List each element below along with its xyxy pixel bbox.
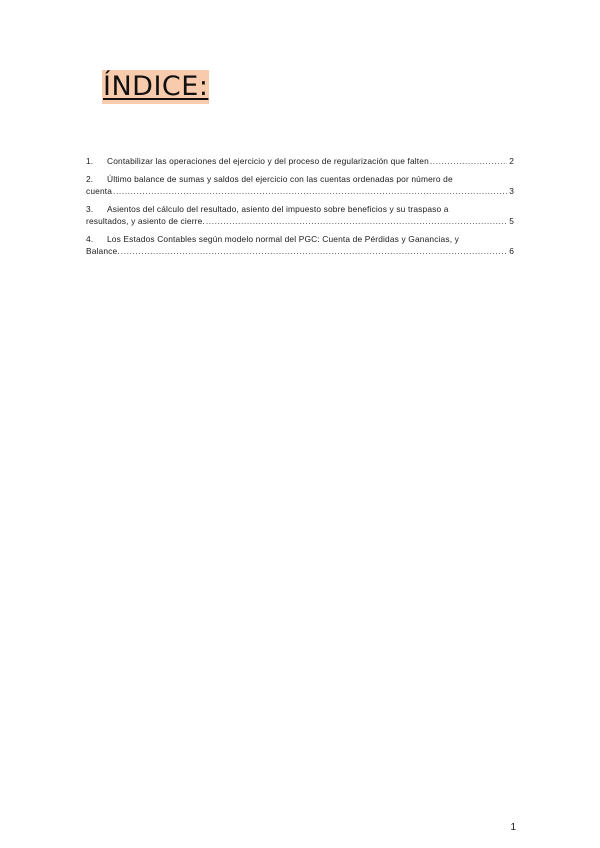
toc-entry-title: Asientos del cálculo del resultado, asiento del impuesto sobre beneficios y su traspaso a: [107, 204, 449, 214]
toc-entry-page: 6: [509, 246, 514, 256]
toc-entry-3[interactable]: [86, 203, 514, 227]
toc-entry-line: [86, 155, 514, 167]
toc-entry-line: [86, 173, 514, 185]
toc-entry-line: [86, 245, 514, 257]
toc-entry-title-continued: resultados, y asiento de cierre.: [86, 216, 205, 226]
toc-leader-dots: [121, 245, 507, 257]
toc-entry-title: Último balance de sumas y saldos del ejercicio con las cuentas ordenadas por número de: [107, 174, 453, 184]
toc-entry-title: Contabilizar las operaciones del ejercicio y del proceso de regularización que falten: [107, 156, 429, 166]
toc-leader-dots: [113, 185, 507, 197]
toc-entry-page: 2: [509, 156, 514, 166]
toc-entry-line: [86, 203, 514, 215]
footer-page-number: 1: [510, 822, 516, 833]
toc-entry-4[interactable]: [86, 233, 514, 257]
table-of-contents: [86, 155, 514, 263]
toc-entry-2[interactable]: [86, 173, 514, 197]
toc-entry-number: 3.: [86, 204, 94, 214]
title-container: [102, 70, 209, 106]
toc-leader-dots: [206, 215, 507, 227]
toc-entry-line: [86, 233, 514, 245]
toc-entry-number: 1.: [86, 156, 94, 166]
toc-entry-page: 5: [509, 216, 514, 226]
toc-entry-line: [86, 185, 514, 197]
toc-leader-dots: [430, 155, 507, 167]
page-title: ÍNDICE:: [103, 71, 209, 102]
toc-entry-title-continued: cuenta: [86, 186, 113, 196]
toc-entry-number: 4.: [86, 234, 94, 244]
toc-entry-title-continued: Balance.: [86, 246, 120, 256]
toc-entry-number: 2.: [86, 174, 94, 184]
toc-entry-1[interactable]: [86, 155, 514, 167]
toc-entry-line: [86, 215, 514, 227]
toc-entry-title: Los Estados Contables según modelo normal del PGC: Cuenta de Pérdidas y Ganancias, y: [107, 234, 459, 244]
toc-entry-page: 3: [509, 186, 514, 196]
